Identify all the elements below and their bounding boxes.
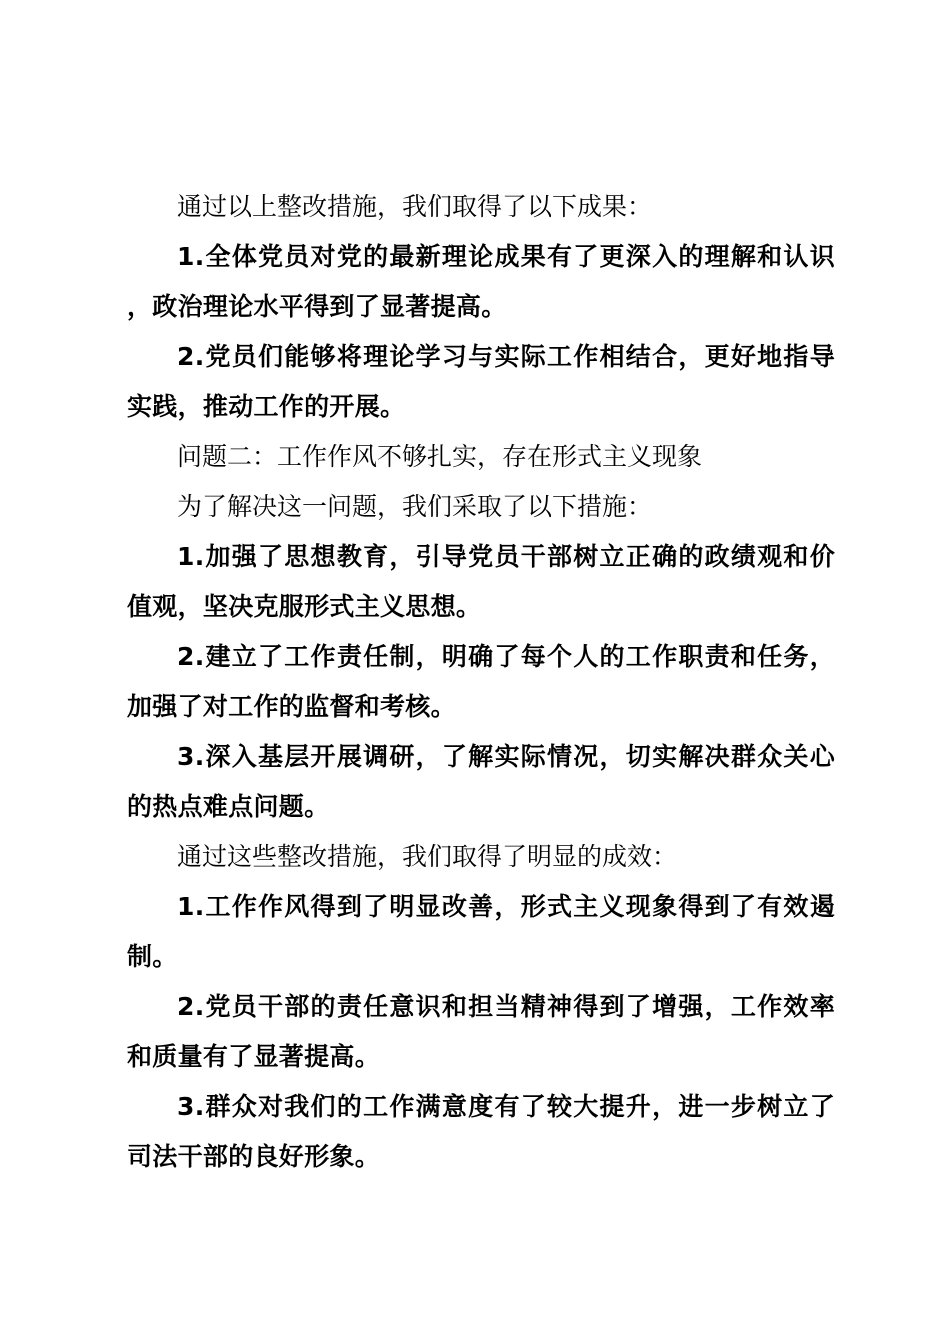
paragraph-effect-1: 1.工作作风得到了明显改善，形式主义现象得到了有效遏制。 xyxy=(127,892,835,971)
paragraph-issue-two-heading: 问题二：工作作风不够扎实，存在形式主义现象 xyxy=(177,442,703,471)
paragraph-result-2: 2.党员们能够将理论学习与实际工作相结合，更好地指导实践，推动工作的开展。 xyxy=(127,342,835,421)
paragraph-measures-intro: 为了解决这一问题，我们采取了以下措施： xyxy=(177,492,653,521)
paragraph-measure-2: 2.建立了工作责任制，明确了每个人的工作职责和任务，加强了对工作的监督和考核。 xyxy=(127,642,835,721)
paragraph-measure-3: 3.深入基层开展调研，了解实际情况，切实解决群众关心的热点难点问题。 xyxy=(127,742,835,821)
paragraph-measure-1: 1.加强了思想教育，引导党员干部树立正确的政绩观和价值观，坚决克服形式主义思想。 xyxy=(127,542,835,621)
paragraph-effect-2: 2.党员干部的责任意识和担当精神得到了增强，工作效率和质量有了显著提高。 xyxy=(127,992,835,1071)
document-body xyxy=(127,182,835,1182)
paragraph-effects-intro: 通过这些整改措施，我们取得了明显的成效： xyxy=(177,842,678,871)
paragraph-effect-3: 3.群众对我们的工作满意度有了较大提升，进一步树立了司法干部的良好形象。 xyxy=(127,1092,835,1171)
paragraph-result-1: 1.全体党员对党的最新理论成果有了更深入的理解和认识，政治理论水平得到了显著提高。 xyxy=(127,242,835,321)
paragraph-results-intro: 通过以上整改措施，我们取得了以下成果： xyxy=(177,192,653,221)
